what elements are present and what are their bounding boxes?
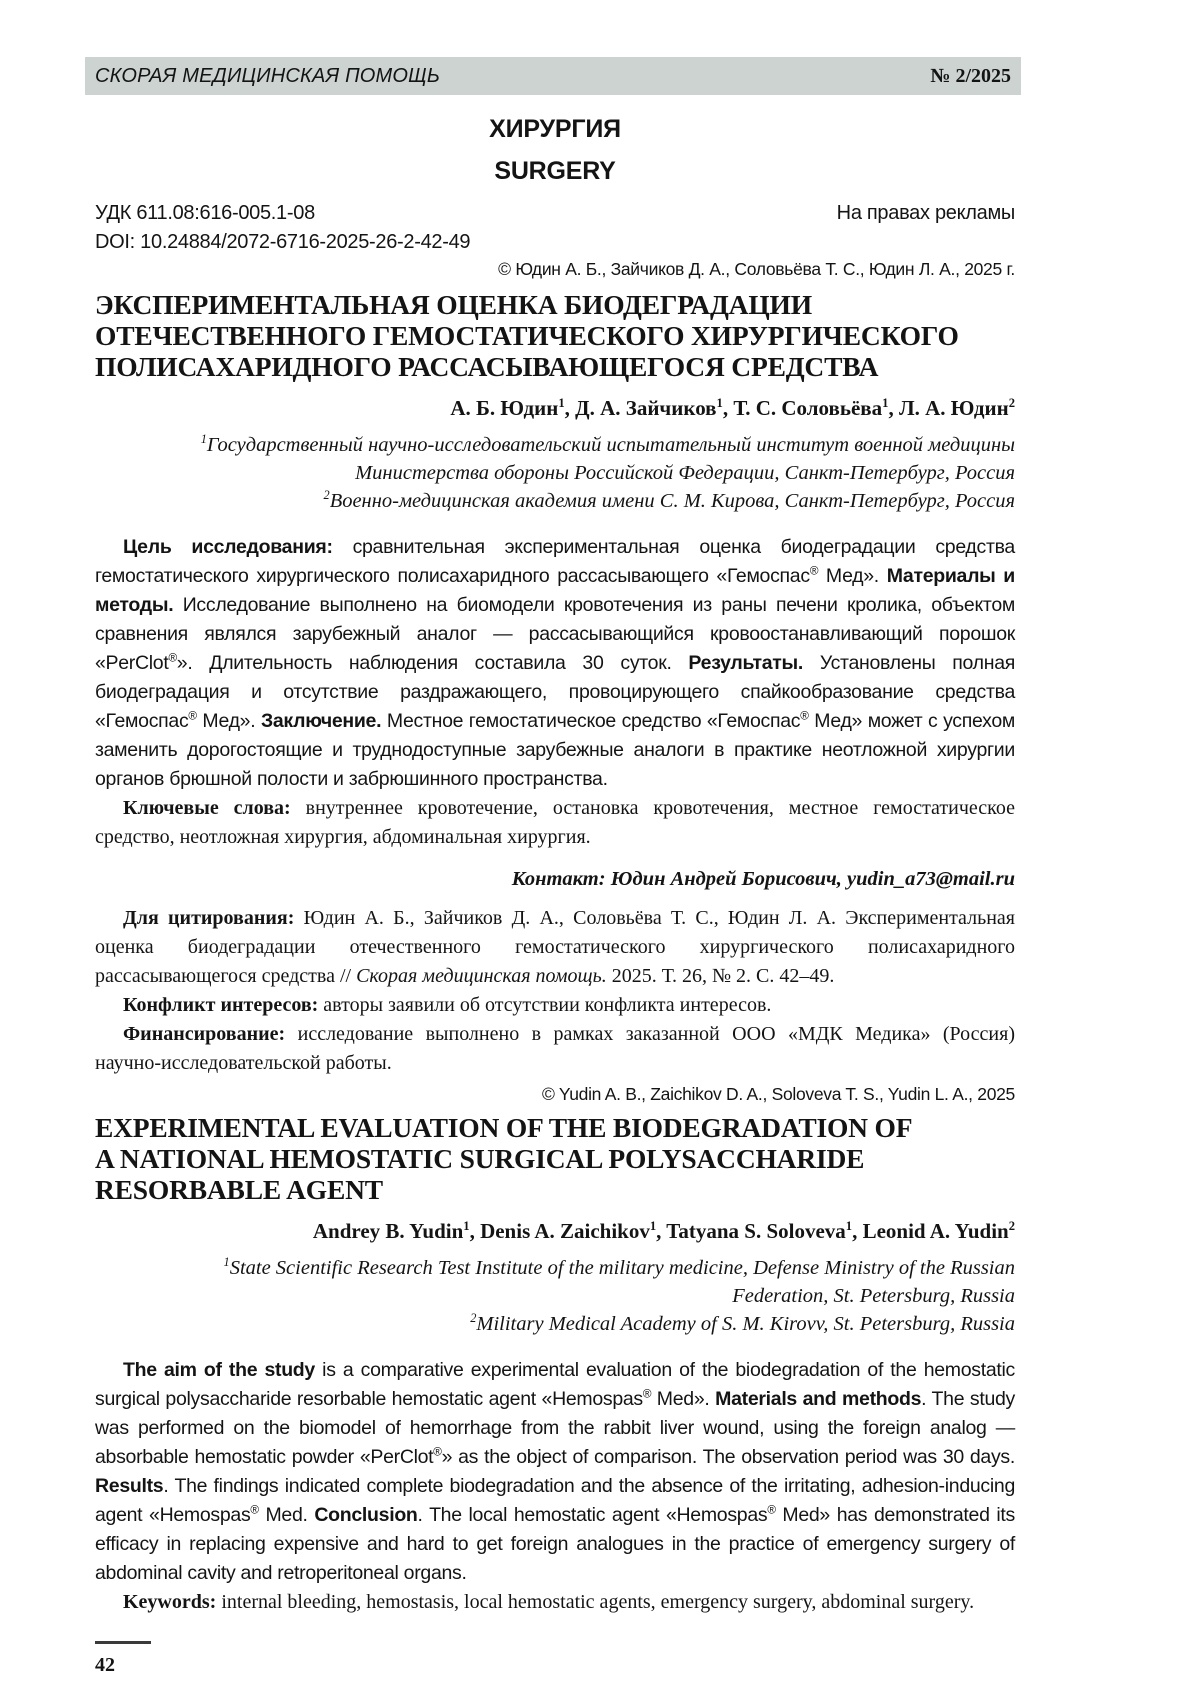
udk-code: УДК 611.08:616-005.1-08: [95, 202, 315, 224]
affiliations-en: [95, 1254, 1015, 1338]
journal-name: СКОРАЯ МЕДИЦИНСКАЯ ПОМОЩЬ: [95, 64, 441, 87]
issue-number: № 2/2025: [930, 64, 1011, 87]
affiliation-ru-line: Министерства обороны Российской Федерации, Санкт-Петербург, Россия: [355, 462, 1015, 484]
title-en-line: EXPERIMENTAL EVALUATION OF THE BIODEGRADATION OF: [95, 1112, 913, 1143]
title-ru-line: ОТЕЧЕСТВЕННОГО ГЕМОСТАТИЧЕСКОГО ХИРУРГИЧЕСКОГО: [95, 320, 959, 351]
section-title-en: SURGERY: [494, 157, 616, 185]
article-title-en: [95, 1112, 1015, 1205]
article-title-ru: [95, 289, 1015, 382]
section-title-ru: ХИРУРГИЯ: [489, 115, 621, 143]
footer-rule: [95, 1641, 151, 1644]
page-number: 42: [95, 1654, 115, 1676]
contact-line: Контакт: Юдин Андрей Борисович, yudin_a73@mail.ru: [511, 868, 1015, 890]
abstract-en: The aim of the study is a comparative experimental evaluation of the biodegradation of the hemostatic surgical polysaccharide resorbable hemostatic agent «Hemospas® Med». Materials and methods. The study was performed on the biomodel of hemorrhage from the rabbit liver wound, using the foreign analog — absorbable hemostatic powder «PerClot®» as the object of comparison. The observation period was 30 days. Results. The findings indicated complete biodegradation and the absence of the irritating, adhesion-inducing agent «Hemospas® Med. Conclusion. The local hemostatic agent «Hemospas® Med» has demonstrated its efficacy in replacing expensive and hard to get foreign analogues in the practice of emergency surgery of abdominal cavity and retroperitoneal organs.: [95, 1359, 1015, 1584]
copyright-ru: © Юдин А. Б., Зайчиков Д. А., Соловьёва Т. С., Юдин Л. А., 2025 г.: [498, 259, 1015, 279]
title-en-line: RESORBABLE AGENT: [95, 1174, 383, 1205]
keywords-ru: Ключевые слова: внутреннее кровотечение, остановка кровотечения, местное гемостатическое средство, неотложная хирургия, абдоминальная хирургия.: [95, 797, 1015, 848]
keywords-en: Keywords: internal bleeding, hemostasis, local hemostatic agents, emergency surgery, abdominal surgery.: [123, 1591, 975, 1613]
affiliation-en-line: Federation, St. Petersburg, Russia: [732, 1285, 1015, 1307]
journal-header-band: [85, 57, 1021, 95]
title-ru-line: ПОЛИСАХАРИДНОГО РАССАСЫВАЮЩЕГОСЯ СРЕДСТВА: [95, 351, 879, 382]
ad-notice: На правах рекламы: [836, 202, 1015, 224]
meta-row: [95, 202, 1015, 225]
affiliation-en-line: $^2$Military Medical Academy of S. M. Kirovv, St. Petersburg, Russia: [470, 1311, 1015, 1335]
title-en-line: A NATIONAL HEMOSTATIC SURGICAL POLYSACCHARIDE: [95, 1143, 865, 1174]
title-ru-line: ЭКСПЕРИМЕНТАЛЬНАЯ ОЦЕНКА БИОДЕГРАДАЦИИ: [95, 289, 812, 320]
abstract-ru: Цель исследования: сравнительная экспериментальная оценка биодеградации средства гемостатического хирургического полисахаридного рассасывающего «Гемоспас® Мед». Материалы и методы. Исследование выполнено на биомодели кровотечения из раны печени кролика, объектом сравнения являлся зарубежный аналог — рассасывающийся кровоостанавливающий порошок «PerClot®». Длительность наблюдения составила 30 суток. Результаты. Установлены полная биодеградация и отсутствие раздражающего, провоцирующего спайкообразование средства «Гемоспас® Мед». Заключение. Местное гемостатическое средство «Гемоспас® Мед» может с успехом заменить дорогостоящие и труднодоступные зарубежные аналоги в практике неотложной хирургии органов брюшной полости и забрюшинного пространства.: [95, 536, 1016, 790]
authors-en: Andrey B. Yudin$^1$, Denis A. Zaichikov$^1$, Tatyana S. Soloveva$^1$, Leonid A. Yudin$^2$: [312, 1219, 1015, 1243]
authors-ru: А. Б. Юдин$^1$, Д. А. Зайчиков$^1$, Т. С. Соловьёва$^1$, Л. А. Юдин$^2$: [450, 396, 1015, 420]
affiliation-en-line: $^1$State Scientific Research Test Institute of the military medicine, Defense Ministry of the Russian: [223, 1255, 1015, 1279]
funding-statement: Финансирование: исследование выполнено в рамках заказанной ООО «МДК Медика» (Россия) научно-исследовательской работы.: [95, 1023, 1015, 1074]
affiliations-ru: [95, 431, 1015, 515]
affiliation-ru-line: $^1$Государственный научно-исследовательский испытательный институт военной медицины: [200, 432, 1015, 456]
citation-ru: Для цитирования: Юдин А. Б., Зайчиков Д. А., Соловьёва Т. С., Юдин Л. А. Экспериментальная оценка биодеградации отечественного гемостатического хирургического полисахаридного рассасывающегося средства // Скорая медицинская помощь. 2025. Т. 26, № 2. С. 42–49.: [95, 907, 1015, 987]
doi-code: DOI: 10.24884/2072-6716-2025-26-2-42-49: [95, 231, 471, 253]
conflict-of-interest: Конфликт интересов: авторы заявили об отсутствии конфликта интересов.: [123, 994, 772, 1016]
affiliation-ru-line: $^2$Военно-медицинская академия имени С. М. Кирова, Санкт-Петербург, Россия: [323, 488, 1015, 512]
copyright-en: © Yudin A. B., Zaichikov D. A., Soloveva T. S., Yudin L. A., 2025: [541, 1084, 1015, 1104]
